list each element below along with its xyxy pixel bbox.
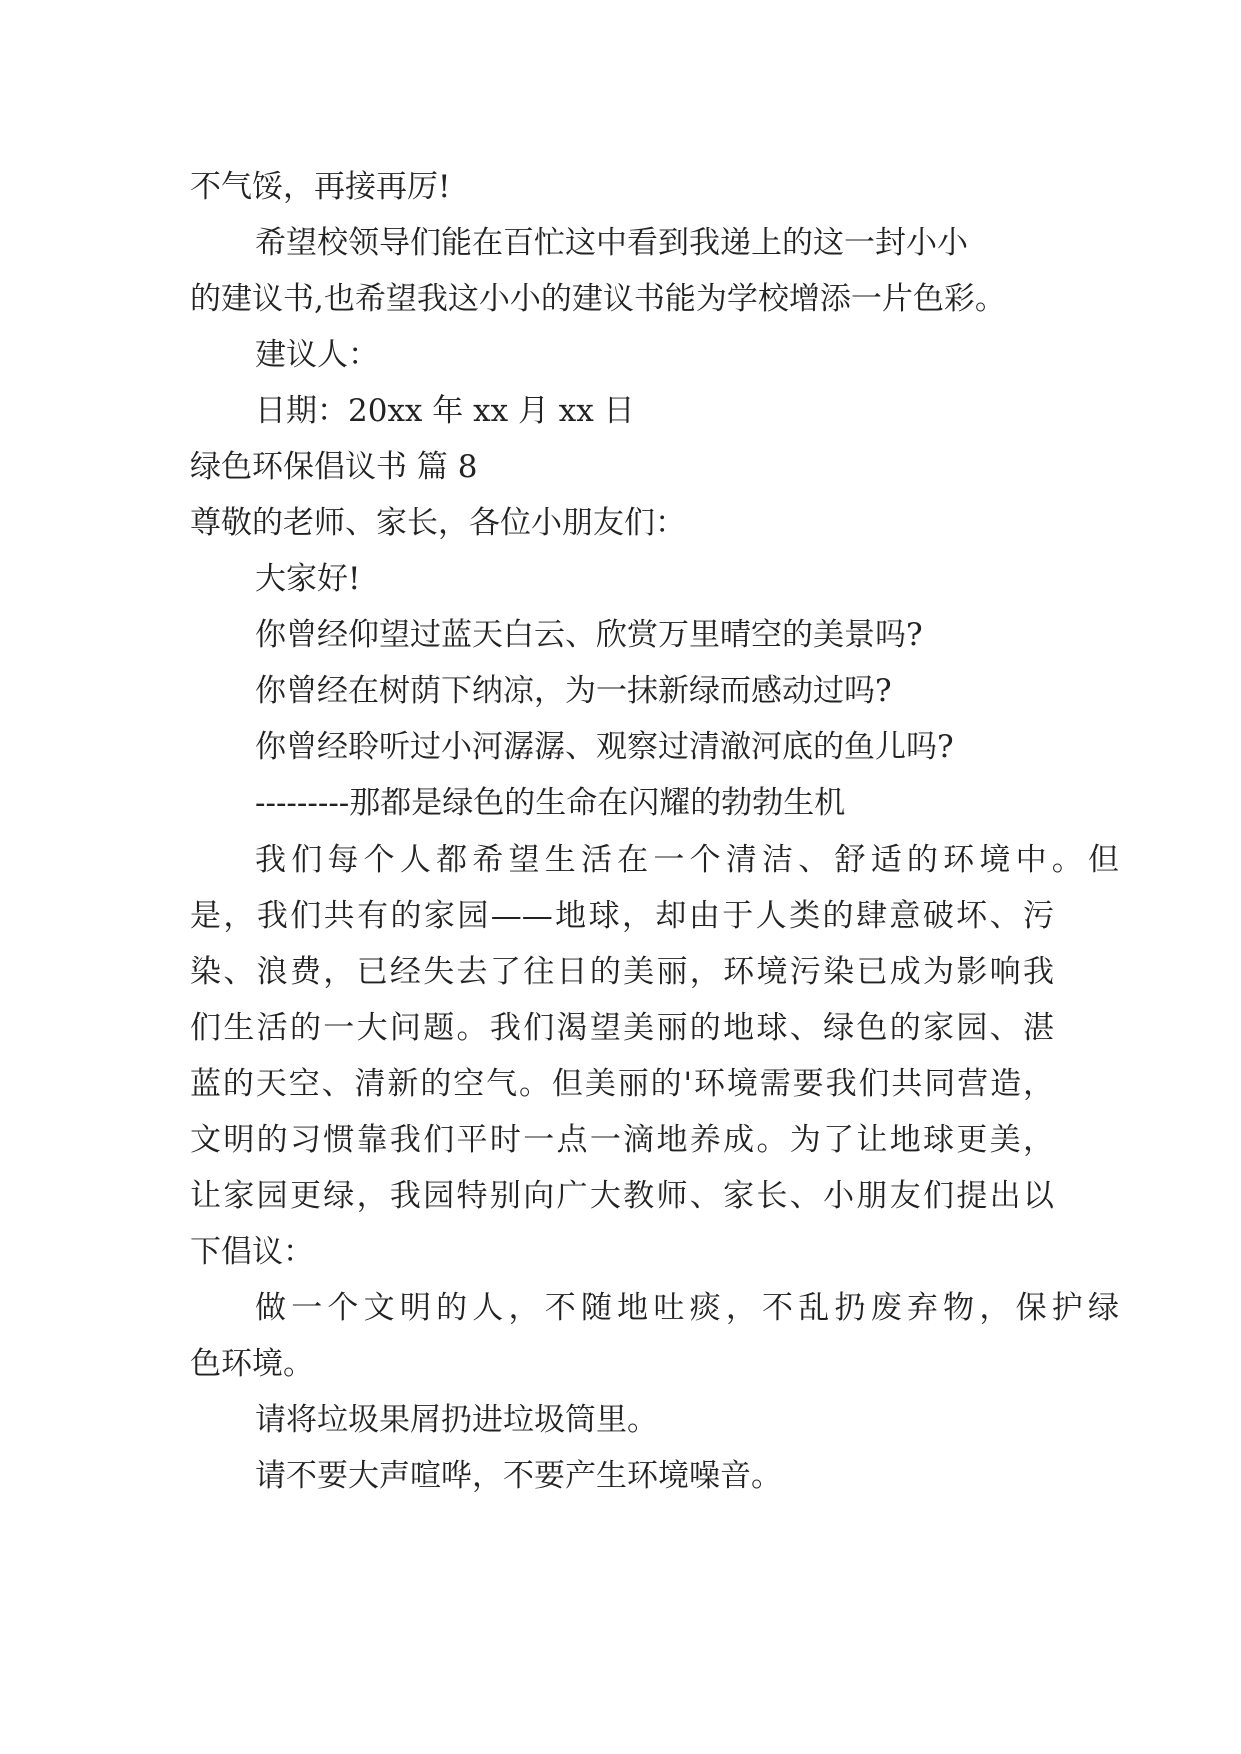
text-line: 我们每个人都希望生活在一个清洁、舒适的环境中。但: [255, 842, 1119, 878]
text-line: 请不要大声喧哗，不要产生环境噪音。: [255, 1458, 782, 1494]
text-line: 染、浪费，已经失去了往日的美丽，环境污染已成为影响我: [190, 954, 1054, 990]
section-heading: 绿色环保倡议书 篇 8: [190, 449, 478, 485]
text-line: 你曾经在树荫下纳凉，为一抹新绿而感动过吗?: [255, 673, 892, 709]
text-line: 日期：20xx 年 xx 月 xx 日: [255, 393, 635, 429]
text-line: 是，我们共有的家园——地球，却由于人类的肆意破坏、污: [190, 898, 1054, 934]
text-line: ---------那都是绿色的生命在闪耀的勃勃生机: [255, 785, 846, 821]
text-line: 下倡议：: [190, 1234, 314, 1270]
text-line: 大家好!: [255, 561, 361, 597]
text-line: 你曾经仰望过蓝天白云、欣赏万里晴空的美景吗?: [255, 617, 923, 653]
text-line: 文明的习惯靠我们平时一点一滴地养成。为了让地球更美，: [190, 1122, 1054, 1158]
text-line: 们生活的一大问题。我们渴望美丽的地球、绿色的家园、湛: [190, 1010, 1054, 1046]
text-line: 的建议书,也希望我这小小的建议书能为学校增添一片色彩。: [190, 281, 1006, 317]
text-line: 蓝的天空、清新的空气。但美丽的'环境需要我们共同营造，: [190, 1066, 1054, 1102]
text-line: 尊敬的老师、家长，各位小朋友们：: [190, 505, 686, 541]
text-line: 你曾经聆听过小河潺潺、观察过清澈河底的鱼儿吗?: [255, 729, 954, 765]
text-line: 建议人：: [255, 337, 379, 373]
text-line: 让家园更绿，我园特别向广大教师、家长、小朋友们提出以: [190, 1178, 1054, 1214]
text-line: 做一个文明的人，不随地吐痰，不乱扔废弃物，保护绿: [255, 1290, 1119, 1326]
text-line: 不气馁，再接再厉!: [190, 169, 451, 205]
text-line: 希望校领导们能在百忙这中看到我递上的这一封小小: [255, 225, 968, 261]
text-line: 请将垃圾果屑扔进垃圾筒里。: [255, 1402, 658, 1438]
text-line: 色环境。: [190, 1346, 314, 1382]
